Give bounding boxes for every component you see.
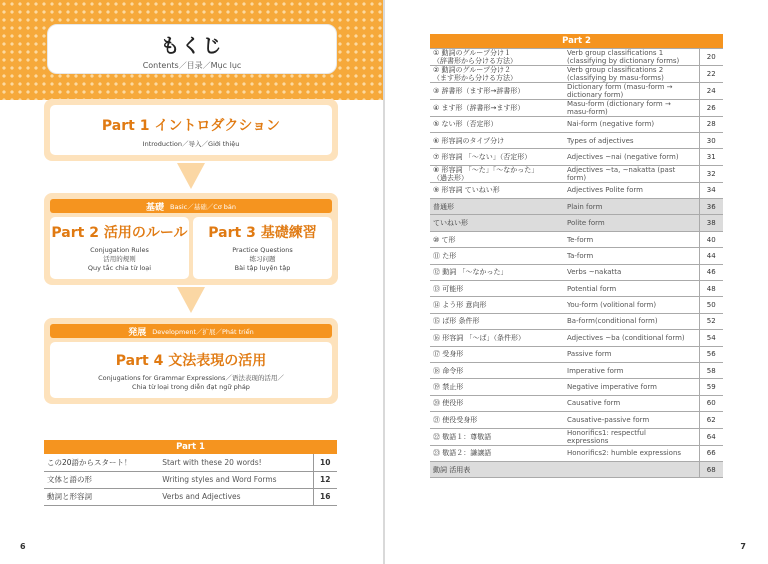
row-jp: この20語からスタート！ xyxy=(44,454,159,471)
row-page: 36 xyxy=(699,199,723,215)
row-en: You-form (volitional form) xyxy=(564,297,699,313)
part3-title: Part 3 基礎練習 xyxy=(208,225,317,241)
row-en: Plain form xyxy=(564,199,699,215)
table-row[interactable] xyxy=(44,471,337,488)
row-jp: ⑪ た形 xyxy=(430,248,564,264)
row-en: Types of adjectives xyxy=(564,132,699,148)
row-page: 24 xyxy=(699,82,723,99)
row-jp: ⑬ 可能形 xyxy=(430,281,564,297)
row-en: Causative form xyxy=(564,395,699,411)
row-page: 60 xyxy=(699,395,723,411)
part2-sub-vi: Quy tắc chia từ loại xyxy=(87,264,152,272)
row-en: Writing styles and Word Forms xyxy=(159,471,313,488)
row-jp: ⑨ 形容詞 ていねい形 xyxy=(430,182,564,198)
page-number: 7 xyxy=(740,542,746,551)
row-page: 58 xyxy=(699,362,723,378)
row-en: Adjectives ~ta, ~nakatta (past form) xyxy=(564,165,699,182)
row-jp: ② 動詞のグループ分け２ （ます形から分ける方法） xyxy=(430,65,564,82)
part4-sub-1: Conjugations for Grammar Expressions／语法表现的活用／ xyxy=(98,374,284,382)
row-en: Honorifics1: respectful expressions xyxy=(564,428,699,445)
row-en: Causative-passive form xyxy=(564,412,699,428)
row-en: Verbs ~nakatta xyxy=(564,264,699,280)
row-page: 46 xyxy=(699,264,723,280)
page-title: もくじ xyxy=(160,35,224,57)
row-jp: ㉑ 使役受身形 xyxy=(430,412,564,428)
row-page: 59 xyxy=(699,379,723,395)
table-row[interactable] xyxy=(430,313,723,329)
table-row[interactable] xyxy=(430,346,723,362)
row-page: 50 xyxy=(699,297,723,313)
row-page: 28 xyxy=(699,116,723,132)
row-jp: ⑳ 使役形 xyxy=(430,395,564,411)
row-en: Negative imperative form xyxy=(564,379,699,395)
part3-sub-en: Practice Questions xyxy=(232,246,293,254)
row-en: Te-form xyxy=(564,231,699,247)
table-header: Part 1 xyxy=(44,440,337,454)
table-row[interactable] xyxy=(430,182,723,198)
row-en xyxy=(564,461,699,477)
part2-box[interactable] xyxy=(50,217,189,279)
row-jp: ① 動詞のグループ分け１ （辞書形から分ける方法） xyxy=(430,48,564,65)
row-jp: ていねい形 xyxy=(430,215,564,231)
row-en: Adjectives ~nai (negative form) xyxy=(564,149,699,165)
row-page: 30 xyxy=(699,132,723,148)
row-en: Start with these 20 words! xyxy=(159,454,313,471)
page-subtitle: Contents／目录／Mục lục xyxy=(142,61,242,70)
row-page: 32 xyxy=(699,165,723,182)
part2-sub-zh: 活用的规则 xyxy=(103,255,136,263)
table-row[interactable] xyxy=(430,149,723,165)
part3-box[interactable] xyxy=(193,217,332,279)
part4-sub-2: Chia từ loại trong diễn đạt ngữ pháp xyxy=(132,383,250,391)
basic-band-label: 基礎 xyxy=(145,202,164,213)
part1-section xyxy=(44,99,338,161)
part3-sub-vi: Bài tập luyện tập xyxy=(234,264,291,272)
part1-subtitle: Introduction／导入／Giới thiệu xyxy=(142,140,240,148)
row-jp: ⑲ 禁止形 xyxy=(430,379,564,395)
row-en: Verb group classifications 2 (classifying by masu-forms) xyxy=(564,65,699,82)
row-jp: ⑧ 形容詞 「～た」「～なかった」 （過去形） xyxy=(430,165,564,182)
table-row[interactable] xyxy=(430,99,723,116)
row-en: Potential form xyxy=(564,281,699,297)
row-en: Adjectives Polite form xyxy=(564,182,699,198)
part2-sub-en: Conjugation Rules xyxy=(90,246,149,254)
row-jp: ③ 辞書形（ます形→辞書形） xyxy=(430,82,564,99)
row-jp: 文体と語の形 xyxy=(44,471,159,488)
part1-title: Part 1 イントロダクション xyxy=(101,118,281,134)
part2-contents-table xyxy=(430,34,723,478)
table-row[interactable] xyxy=(430,330,723,346)
right-page xyxy=(385,0,768,564)
row-page: 40 xyxy=(699,231,723,247)
left-page xyxy=(0,0,383,564)
table-row[interactable] xyxy=(430,412,723,428)
row-page: 22 xyxy=(699,65,723,82)
table-row[interactable] xyxy=(430,297,723,313)
row-page: 38 xyxy=(699,215,723,231)
table-row[interactable] xyxy=(430,248,723,264)
table-row[interactable] xyxy=(430,231,723,247)
table-row[interactable] xyxy=(430,132,723,148)
row-en: Honorifics2: humble expressions xyxy=(564,445,699,461)
basic-band xyxy=(50,199,332,213)
row-jp: ⑰ 受身形 xyxy=(430,346,564,362)
table-row[interactable] xyxy=(430,165,723,182)
dev-band-sub: Development／扩展／Phát triển xyxy=(152,327,254,336)
row-jp: 普通形 xyxy=(430,199,564,215)
table-row[interactable] xyxy=(430,395,723,411)
part4-title: Part 4 文法表現の活用 xyxy=(115,353,267,369)
row-en: Ta-form xyxy=(564,248,699,264)
basic-band-sub: Basic／基础／Cơ bản xyxy=(169,202,237,211)
page-number: 6 xyxy=(20,542,26,551)
row-jp: ⑩ て形 xyxy=(430,231,564,247)
row-jp: 動詞と形容詞 xyxy=(44,488,159,505)
part4-box[interactable] xyxy=(50,342,332,398)
row-page: 66 xyxy=(699,445,723,461)
row-jp: 動詞 活用表 xyxy=(430,461,564,477)
row-page: 64 xyxy=(699,428,723,445)
row-page: 12 xyxy=(313,471,337,488)
row-page: 20 xyxy=(699,48,723,65)
part1-contents-table xyxy=(44,440,337,506)
row-page: 68 xyxy=(699,461,723,477)
row-page: 31 xyxy=(699,149,723,165)
table-row[interactable] xyxy=(430,461,723,477)
row-page: 44 xyxy=(699,248,723,264)
row-jp: ⑥ 形容詞のタイプ分け xyxy=(430,132,564,148)
table-row[interactable] xyxy=(430,379,723,395)
row-page: 48 xyxy=(699,281,723,297)
part1-box[interactable] xyxy=(50,105,332,155)
basic-section xyxy=(44,193,338,285)
down-arrow-icon xyxy=(177,163,205,189)
row-jp: ⑯ 形容詞 「～ば」（条件形） xyxy=(430,330,564,346)
table-row[interactable] xyxy=(430,428,723,445)
row-page: 16 xyxy=(313,488,337,505)
row-jp: ⑭ よう形 意向形 xyxy=(430,297,564,313)
table-row[interactable] xyxy=(430,362,723,378)
row-page: 34 xyxy=(699,182,723,198)
table-header: Part 2 xyxy=(430,34,723,48)
row-jp: ⑱ 命令形 xyxy=(430,362,564,378)
table-row[interactable] xyxy=(430,264,723,280)
row-jp: ⑮ ば形 条件形 xyxy=(430,313,564,329)
dev-band xyxy=(50,324,332,338)
part2-title: Part 2 活用のルール xyxy=(51,225,188,241)
row-en: Polite form xyxy=(564,215,699,231)
table-row[interactable] xyxy=(44,488,337,505)
row-en: Adjectives ~ba (conditional form) xyxy=(564,330,699,346)
table-row[interactable] xyxy=(430,116,723,132)
row-jp: ㉓ 敬語２：謙譲語 xyxy=(430,445,564,461)
row-en: Masu-form (dictionary form → masu-form) xyxy=(564,99,699,116)
row-jp: ㉒ 敬語１：尊敬語 xyxy=(430,428,564,445)
down-arrow-icon xyxy=(177,287,205,313)
table-row[interactable] xyxy=(430,48,723,65)
row-en: Verbs and Adjectives xyxy=(159,488,313,505)
part3-sub-zh: 练习问题 xyxy=(249,255,276,263)
row-jp: ⑫ 動詞 「～なかった」 xyxy=(430,264,564,280)
row-page: 10 xyxy=(313,454,337,471)
table-row[interactable] xyxy=(430,65,723,82)
row-en: Passive form xyxy=(564,346,699,362)
dev-band-label: 発展 xyxy=(128,327,147,338)
row-en: Verb group classifications 1 (classifying by dictionary forms) xyxy=(564,48,699,65)
table-row[interactable] xyxy=(430,281,723,297)
table-row[interactable] xyxy=(430,199,723,215)
title-box xyxy=(47,24,337,74)
row-jp: ⑤ ない形（否定形） xyxy=(430,116,564,132)
dev-section xyxy=(44,318,338,404)
table-row[interactable] xyxy=(430,215,723,231)
row-en: Ba-form(conditional form) xyxy=(564,313,699,329)
row-page: 62 xyxy=(699,412,723,428)
row-jp: ④ ます形（辞書形→ます形） xyxy=(430,99,564,116)
table-row[interactable] xyxy=(430,82,723,99)
table-row[interactable] xyxy=(44,454,337,471)
row-page: 52 xyxy=(699,313,723,329)
row-jp: ⑦ 形容詞 「～ない」（否定形） xyxy=(430,149,564,165)
row-page: 26 xyxy=(699,99,723,116)
row-page: 54 xyxy=(699,330,723,346)
row-en: Dictionary form (masu-form → dictionary form) xyxy=(564,82,699,99)
row-page: 56 xyxy=(699,346,723,362)
row-en: Imperative form xyxy=(564,362,699,378)
table-row[interactable] xyxy=(430,445,723,461)
row-en: Nai-form (negative form) xyxy=(564,116,699,132)
